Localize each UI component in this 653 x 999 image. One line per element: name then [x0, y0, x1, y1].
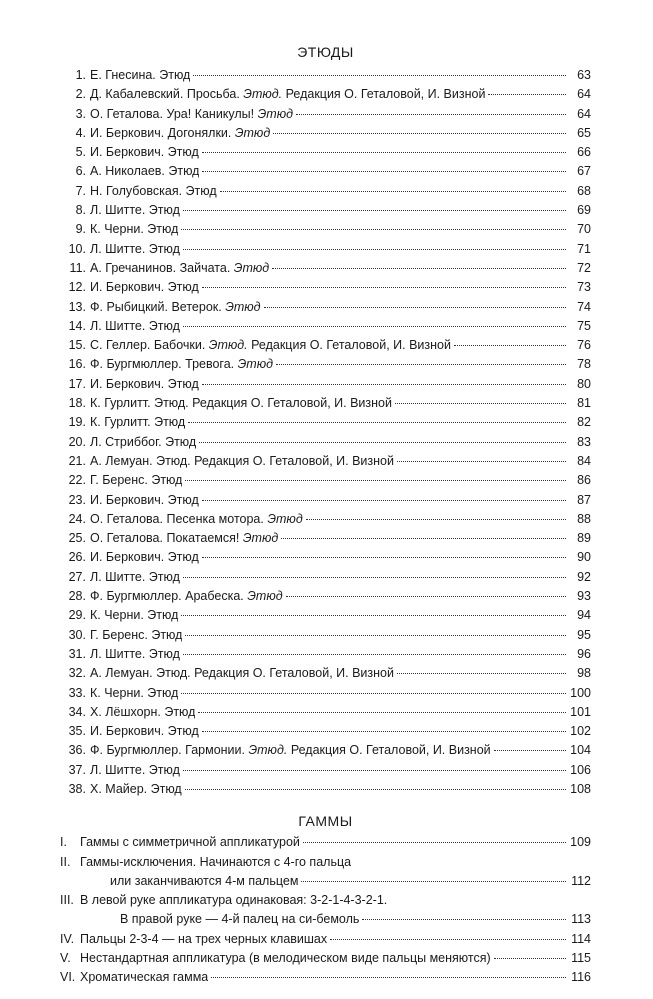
entry-page-number: 102	[570, 724, 591, 739]
toc-entry[interactable]	[60, 645, 591, 664]
dot-leader	[276, 364, 566, 365]
dot-leader	[296, 114, 566, 115]
entry-title-text: О. Геталова. Песенка мотора.	[90, 511, 268, 526]
entry-title	[90, 684, 178, 703]
toc-entry[interactable]	[60, 930, 591, 949]
dot-leader	[202, 287, 566, 288]
entry-line-2	[60, 910, 591, 929]
entry-page-number: 112	[571, 873, 591, 888]
toc-entry[interactable]	[60, 587, 591, 606]
dot-leader	[306, 519, 566, 520]
entry-title-italic: Этюд	[225, 299, 261, 314]
entry-title-text: И. Беркович. Этюд	[90, 280, 199, 295]
toc-entry[interactable]	[60, 259, 591, 278]
entry-page-number: 75	[577, 318, 591, 333]
entry-number: 13.	[68, 299, 86, 314]
dot-leader	[454, 345, 566, 346]
entry-number: 19.	[68, 415, 86, 430]
toc-entry[interactable]	[60, 606, 591, 625]
dot-leader	[183, 210, 566, 211]
entry-number: 17.	[68, 376, 86, 391]
toc-entry[interactable]	[60, 741, 591, 760]
toc-entry[interactable]	[60, 510, 591, 529]
entry-number: 22.	[68, 473, 86, 488]
entry-number: 35.	[68, 724, 86, 739]
entry-number: 3.	[75, 106, 86, 121]
entry-number: 1.	[75, 68, 86, 82]
dot-leader	[397, 673, 566, 674]
entry-page-number: 68	[577, 183, 591, 198]
entry-number: IV.	[60, 931, 75, 946]
entry-page-number: 87	[577, 492, 591, 507]
entry-page-number: 82	[577, 415, 591, 430]
entry-title-text: А. Лемуан. Этюд. Редакция О. Геталовой, И. Визной	[90, 453, 394, 468]
dot-leader	[198, 712, 566, 713]
dot-leader	[303, 842, 566, 843]
toc-entry[interactable]	[60, 278, 591, 297]
entry-title	[90, 182, 217, 201]
dot-leader	[202, 557, 566, 558]
entry-number: 26.	[68, 550, 86, 565]
toc-entry[interactable]	[60, 949, 591, 968]
entry-title	[90, 355, 273, 374]
entry-page-number: 89	[577, 531, 591, 546]
toc-entry[interactable]	[60, 85, 591, 104]
entry-title	[90, 529, 278, 548]
entry-title-continued: или заканчиваются 4-м пальцем	[110, 873, 299, 888]
dot-leader	[183, 249, 566, 250]
entry-page-number: 88	[577, 511, 591, 526]
entry-number: 11.	[69, 260, 86, 275]
gammy-section-title: ГАММЫ	[298, 813, 353, 830]
entry-title-text: Л. Шитте. Этюд	[90, 569, 180, 584]
entry-title: Гаммы с симметричной аппликатурой	[80, 835, 300, 850]
entry-page-number: 71	[577, 241, 591, 256]
entry-title	[90, 703, 195, 722]
entry-page-number: 78	[577, 357, 591, 372]
entry-number: 30.	[68, 627, 86, 642]
entry-title-italic: Этюд	[267, 511, 303, 526]
entry-title	[90, 162, 199, 181]
entry-title: Нестандартная аппликатура (в мелодическом виде пальцы меняются)	[80, 951, 491, 966]
entry-title-text: С. Геллер. Бабочки.	[90, 338, 209, 353]
dot-leader	[220, 191, 566, 192]
entry-title-text: Ф. Рыбицкий. Ветерок.	[90, 299, 226, 314]
dot-leader	[181, 615, 566, 616]
entry-title-text: И. Беркович. Этюд	[90, 145, 199, 160]
entry-page-number: 90	[577, 550, 591, 565]
dot-leader	[181, 693, 566, 694]
entry-title-text: Ф. Бургмюллер. Гармонии.	[90, 743, 249, 758]
entry-title	[90, 606, 178, 625]
entry-title	[90, 220, 178, 239]
entry-page-number: 98	[577, 666, 591, 681]
toc-entry[interactable]	[60, 433, 591, 452]
dot-leader	[362, 919, 566, 920]
entry-line-2	[60, 872, 591, 891]
entry-title-text: А. Гречанинов. Зайчата.	[90, 260, 234, 275]
entry-number: 5.	[75, 145, 86, 160]
entry-number: 16.	[68, 357, 86, 372]
toc-entry[interactable]	[60, 491, 591, 510]
entry-title	[90, 143, 199, 162]
dot-leader	[202, 500, 566, 501]
entry-number: 15.	[68, 338, 86, 353]
entry-page-number: 80	[577, 376, 591, 391]
toc-entry[interactable]	[60, 471, 591, 490]
toc-entry[interactable]	[60, 317, 591, 336]
entry-title-text: И. Беркович. Этюд	[90, 550, 199, 565]
dot-leader	[286, 596, 566, 597]
dot-leader	[272, 268, 566, 269]
dot-leader	[202, 731, 566, 732]
entry-title-text: А. Лемуан. Этюд. Редакция О. Геталовой, И. Визной	[90, 666, 394, 681]
entry-page-number: 114	[571, 931, 591, 946]
entry-title-text: К. Черни. Этюд	[90, 608, 179, 623]
entry-number: 27.	[68, 569, 86, 584]
entry-page-number: 86	[577, 473, 591, 488]
toc-entry[interactable]	[60, 664, 591, 683]
entry-title	[90, 587, 283, 606]
entry-page-number: 65	[577, 125, 591, 140]
entry-title	[90, 568, 180, 587]
toc-entry[interactable]	[60, 891, 591, 930]
entry-title-text: К. Гурлитт. Этюд	[90, 415, 186, 430]
entry-title	[90, 471, 182, 490]
entry-title-text: Л. Шитте. Этюд	[90, 241, 180, 256]
toc-entry[interactable]	[60, 355, 591, 374]
dot-leader	[199, 442, 566, 443]
entry-title-italic: Этюд.	[243, 87, 283, 102]
entry-title-text: О. Геталова. Покатаемся!	[90, 531, 243, 546]
entry-title	[90, 433, 196, 452]
entry-title-text: Л. Шитте. Этюд	[90, 203, 180, 218]
entry-page-number: 106	[570, 762, 591, 777]
toc-entry[interactable]	[60, 452, 591, 471]
entry-title-text: И. Беркович. Этюд	[90, 492, 199, 507]
entry-number: 2.	[75, 87, 86, 102]
dot-leader	[193, 75, 566, 76]
entry-title	[90, 298, 261, 317]
dot-leader	[185, 635, 566, 636]
toc-entry[interactable]	[60, 201, 591, 220]
entry-number: 6.	[75, 164, 86, 179]
entry-title-text: К. Гурлитт. Этюд. Редакция О. Геталовой, И. Визной	[90, 396, 392, 411]
dot-leader	[188, 422, 566, 423]
entry-number: 4.	[75, 125, 86, 140]
entry-title-text: Ф. Бургмюллер. Арабеска.	[90, 589, 248, 604]
entry-title-italic: Этюд	[247, 589, 283, 604]
dot-leader	[397, 461, 566, 462]
entry-number: III.	[60, 893, 74, 908]
entry-page-number: 115	[571, 951, 591, 966]
entry-number: 24.	[68, 511, 86, 526]
toc-entry[interactable]	[60, 568, 591, 587]
entry-title-text: Г. Беренс. Этюд	[90, 473, 183, 488]
entry-title	[90, 66, 190, 85]
entry-number: 36.	[68, 743, 86, 758]
toc-entry[interactable]	[60, 780, 591, 799]
entry-title-italic: Этюд.	[248, 743, 288, 758]
entry-title-text: Х. Майер. Этюд	[90, 781, 182, 796]
entry-title-text: Е. Гнесина. Этюд	[90, 68, 191, 82]
entry-title-text: И. Беркович. Этюд	[90, 724, 199, 739]
entry-title-text: Н. Голубовская. Этюд	[90, 183, 217, 198]
entry-title: В левой руке аппликатура одинаковая: 3-2-1-4-3-2-1.	[80, 893, 388, 908]
entry-number: 14.	[68, 318, 86, 333]
toc-entry[interactable]	[60, 143, 591, 162]
entry-page-number: 67	[577, 164, 591, 179]
entry-title-text: Л. Шитте. Этюд	[90, 318, 180, 333]
entry-title	[90, 85, 485, 104]
entry-title	[90, 336, 451, 355]
entry-title	[90, 761, 180, 780]
entry-page-number: 109	[570, 835, 591, 850]
dot-leader	[488, 94, 566, 95]
toc-entry[interactable]	[60, 105, 591, 124]
dot-leader	[494, 750, 566, 751]
entry-title-text: А. Николаев. Этюд	[90, 164, 200, 179]
toc-entry[interactable]	[60, 703, 591, 722]
entry-title	[90, 722, 199, 741]
dot-leader	[264, 307, 566, 308]
entry-title	[90, 124, 270, 143]
toc-entry[interactable]	[60, 413, 591, 432]
entry-page-number: 64	[577, 106, 591, 121]
entry-page-number: 92	[577, 569, 591, 584]
entry-title-continued: В правой руке — 4-й палец на си-бемоль	[120, 912, 360, 927]
entry-title	[90, 510, 303, 529]
entry-title-italic: Этюд	[237, 357, 274, 372]
entry-page-number: 76	[577, 338, 591, 353]
dot-leader	[181, 229, 566, 230]
entry-title	[90, 259, 269, 278]
entry-title	[90, 780, 182, 799]
entry-number: 23.	[68, 492, 86, 507]
entry-title-text: Д. Кабалевский. Просьба.	[90, 87, 244, 102]
entry-number: 10.	[68, 241, 86, 256]
entry-title-text: Х. Лёшхорн. Этюд	[90, 704, 196, 719]
dot-leader	[183, 326, 566, 327]
entry-title: Хроматическая гамма	[80, 970, 209, 985]
entry-title-italic: Этюд	[233, 260, 270, 275]
entry-title-text: О. Геталова. Ура! Каникулы!	[90, 106, 258, 121]
entry-number: 38.	[68, 781, 86, 796]
entry-line-1	[60, 891, 591, 910]
entry-number: II.	[60, 854, 71, 869]
toc-entry[interactable]	[60, 853, 591, 892]
entry-number: 9.	[75, 222, 86, 237]
entry-page-number: 108	[570, 781, 591, 796]
entry-number: 7.	[75, 183, 86, 198]
toc-entry[interactable]	[60, 66, 591, 85]
entry-page-number: 101	[570, 704, 591, 719]
toc-entry[interactable]	[60, 394, 591, 413]
entry-title-edition: Редакция О. Геталовой, И. Визной	[247, 338, 451, 353]
entry-title	[90, 626, 182, 645]
entry-number: 37.	[68, 762, 86, 777]
entry-title-text: Ф. Бургмюллер. Тревога.	[90, 357, 238, 372]
toc-entry[interactable]	[60, 220, 591, 239]
entry-number: 32.	[68, 666, 86, 681]
toc-entry[interactable]	[60, 722, 591, 741]
entry-title-italic: Этюд	[257, 106, 294, 121]
gammy-list	[60, 833, 591, 987]
etudes-section-title: ЭТЮДЫ	[297, 44, 354, 60]
toc-entry[interactable]	[60, 124, 591, 143]
entry-title-text: К. Черни. Этюд	[90, 222, 179, 237]
toc-entry[interactable]	[60, 761, 591, 780]
dot-leader	[211, 977, 566, 978]
dot-leader	[183, 577, 566, 578]
entry-number: I.	[60, 835, 67, 850]
dot-leader	[494, 958, 566, 959]
entry-line-1	[60, 853, 591, 872]
entry-page-number: 64	[577, 87, 591, 102]
entry-title	[90, 105, 293, 124]
entry-title-text: И. Беркович. Догонялки.	[90, 125, 235, 140]
toc-entry[interactable]	[60, 182, 591, 201]
entry-number: 34.	[68, 704, 86, 719]
entry-title-text: И. Беркович. Этюд	[90, 376, 199, 391]
entry-page-number: 74	[577, 299, 591, 314]
toc-entry[interactable]	[60, 240, 591, 259]
entry-number: 12.	[68, 280, 86, 295]
entry-page-number: 73	[577, 280, 591, 295]
dot-leader	[202, 171, 566, 172]
entry-page-number: 81	[577, 396, 591, 411]
entry-title-text: Г. Беренс. Этюд	[90, 627, 183, 642]
entry-number: 18.	[68, 396, 86, 411]
dot-leader	[185, 789, 566, 790]
toc-entry[interactable]	[60, 298, 591, 317]
toc-entry[interactable]	[60, 336, 591, 355]
entry-number: 25.	[68, 531, 86, 546]
entry-page-number: 100	[570, 685, 591, 700]
entry-number: 21.	[68, 453, 86, 468]
entry-title	[90, 317, 180, 336]
toc-entry[interactable]	[60, 684, 591, 703]
entry-title	[90, 201, 180, 220]
dot-leader	[273, 133, 566, 134]
entry-title-text: Л. Шитте. Этюд	[90, 646, 180, 661]
entry-page-number: 69	[577, 203, 591, 218]
entry-title-edition: Редакция О. Геталовой, И. Визной	[282, 87, 486, 102]
entry-number: 20.	[68, 434, 86, 449]
etudes-list	[60, 66, 591, 799]
dot-leader	[202, 384, 566, 385]
toc-entry[interactable]	[60, 968, 591, 987]
dot-leader	[183, 654, 566, 655]
dot-leader	[185, 480, 566, 481]
entry-title-italic: Этюд	[242, 531, 279, 546]
entry-title-text: Л. Стриббог. Этюд	[90, 434, 197, 449]
entry-page-number: 94	[577, 608, 591, 623]
dot-leader	[330, 939, 566, 940]
entry-number: 29.	[68, 608, 86, 623]
entry-title-italic: Этюд.	[208, 338, 248, 353]
entry-page-number: 83	[577, 434, 591, 449]
entry-title	[90, 375, 199, 394]
entry-title	[90, 240, 180, 259]
dot-leader	[202, 152, 566, 153]
entry-title	[90, 452, 394, 471]
entry-title	[90, 548, 199, 567]
entry-title-italic: Этюд	[234, 125, 271, 140]
entry-title	[90, 278, 199, 297]
dot-leader	[183, 770, 566, 771]
entry-title-text: К. Черни. Этюд	[90, 685, 179, 700]
entry-number: VI.	[60, 970, 76, 985]
entry-page-number: 72	[577, 260, 591, 275]
entry-page-number: 116	[571, 970, 591, 985]
dot-leader	[281, 538, 566, 539]
entry-title	[90, 413, 185, 432]
dot-leader	[395, 403, 566, 404]
entry-number: 31.	[68, 646, 86, 661]
entry-title	[90, 664, 394, 683]
toc-entry[interactable]	[60, 626, 591, 645]
toc-entry[interactable]	[60, 529, 591, 548]
entry-number: 28.	[68, 589, 86, 604]
entry-title	[90, 741, 491, 760]
entry-title	[90, 394, 392, 413]
entry-page-number: 93	[577, 589, 591, 604]
entry-page-number: 113	[571, 912, 591, 927]
entry-page-number: 63	[577, 68, 591, 82]
entry-page-number: 104	[570, 743, 591, 758]
entry-title	[90, 491, 199, 510]
toc-entry[interactable]	[60, 833, 591, 852]
entry-title: Гаммы-исключения. Начинаются с 4-го пальца	[80, 854, 352, 869]
entry-number: 33.	[68, 685, 86, 700]
entry-number: 8.	[75, 203, 86, 218]
toc-entry[interactable]	[60, 375, 591, 394]
entry-title-text: Л. Шитте. Этюд	[90, 762, 180, 777]
entry-title	[90, 645, 180, 664]
entry-page-number: 96	[577, 646, 591, 661]
toc-entry[interactable]	[60, 162, 591, 181]
entry-title: Пальцы 2-3-4 — на трех черных клавишах	[80, 931, 328, 946]
entry-page-number: 95	[577, 627, 591, 642]
entry-page-number: 70	[577, 222, 591, 237]
entry-page-number: 84	[577, 453, 591, 468]
entry-page-number: 66	[577, 145, 591, 160]
toc-entry[interactable]	[60, 548, 591, 567]
entry-number: V.	[60, 951, 71, 966]
entry-title-edition: Редакция О. Геталовой, И. Визной	[287, 743, 491, 758]
dot-leader	[301, 881, 566, 882]
